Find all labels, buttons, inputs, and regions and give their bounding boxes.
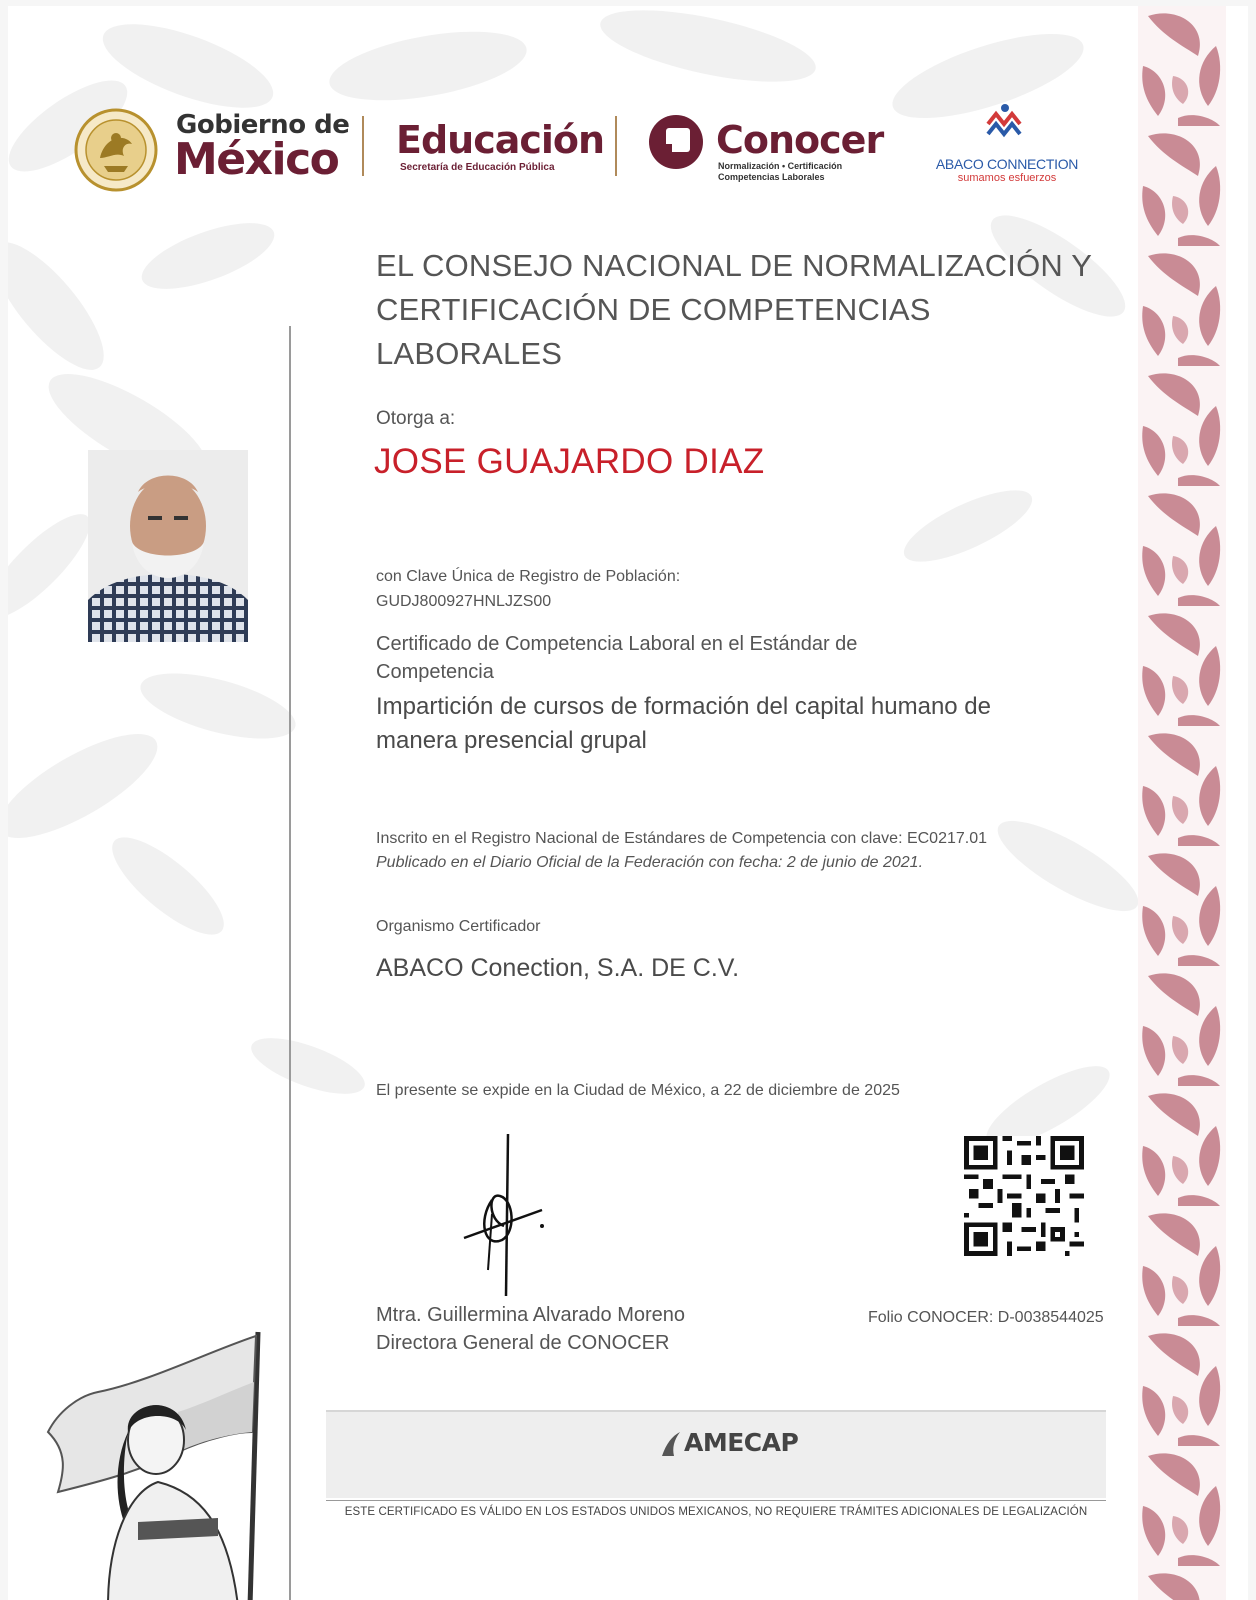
qr-code[interactable] — [964, 1136, 1084, 1256]
certificate-type-label: Certificado de Competencia Laboral en el Estándar de Competencia — [376, 633, 858, 683]
logo-divider — [615, 116, 617, 176]
signer-role: Directora General de CONOCER — [376, 1332, 670, 1354]
curp-label: con Clave Única de Registro de Población: — [376, 568, 681, 585]
certifying-body-label: Organismo Certificador — [376, 918, 541, 935]
gobierno-de-mexico-logo — [74, 106, 374, 196]
conocer-logo-subtitle-2: Competencias Laborales — [718, 172, 825, 182]
certificate-paper — [8, 6, 1248, 1600]
woman-with-flag-illustration — [28, 1322, 278, 1600]
abaco-connection-logo-icon — [982, 102, 1028, 146]
gobierno-line2: México — [174, 134, 339, 185]
issuing-body-heading: EL CONSEJO NACIONAL DE NORMALIZACIÓN Y CERTIFICACIÓN DE COMPETENCIAS LABORALES — [376, 248, 1092, 371]
signer-name: Mtra. Guillermina Alvarado Moreno — [376, 1304, 686, 1326]
left-divider-line — [289, 326, 291, 1600]
certifying-body-name: ABACO Conection, S.A. DE C.V. — [376, 954, 740, 982]
conocer-logo-subtitle-1: Normalización • Certificación — [718, 161, 843, 171]
recipient-name: JOSE GUAJARDO DIAZ — [374, 442, 765, 481]
amecap-logo: AMECAP — [684, 1428, 799, 1457]
competency-standard-name: Impartición de cursos de formación del capital humano de manera presencial grupal — [376, 693, 991, 754]
grant-label: Otorga a: — [376, 408, 456, 429]
conocer-logo-title: Conocer — [716, 118, 884, 162]
mexico-coat-of-arms-icon — [74, 108, 158, 192]
educacion-logo-title: Educación — [396, 118, 605, 162]
issue-place-date: El presente se expide en la Ciudad de México, a 22 de diciembre de 2025 — [376, 1082, 900, 1099]
educacion-logo-subtitle: Secretaría de Educación Pública — [400, 162, 555, 173]
abaco-logo-name: ABACO CONNECTION — [935, 156, 1079, 172]
amecap-logo-icon — [660, 1430, 682, 1458]
footer-rule — [326, 1500, 1106, 1501]
curp-value: GUDJ800927HNLJZS00 — [376, 593, 552, 610]
logo-divider — [362, 116, 364, 176]
decorative-swirl-band — [1138, 6, 1226, 1600]
abaco-logo-tagline: sumamos esfuerzos — [957, 172, 1057, 184]
folio-number: Folio CONOCER: D-0038544025 — [868, 1309, 1104, 1326]
conocer-logo-icon — [648, 114, 704, 170]
validity-statement: ESTE CERTIFICADO ES VÁLIDO EN LOS ESTADOS UNIDOS MEXICANOS, NO REQUIERE TRÁMITES ADICIONALES DE LEGALIZACIÓN — [344, 1506, 1088, 1518]
recipient-photo — [88, 450, 248, 642]
handwritten-signature — [458, 1130, 558, 1300]
publication-line: Publicado en el Diario Oficial de la Federación con fecha: 2 de junio de 2021. — [376, 854, 924, 871]
gobierno-line1: Gobierno de — [176, 110, 350, 140]
registry-line: Inscrito en el Registro Nacional de Estándares de Competencia con clave: EC0217.01 — [376, 830, 988, 847]
